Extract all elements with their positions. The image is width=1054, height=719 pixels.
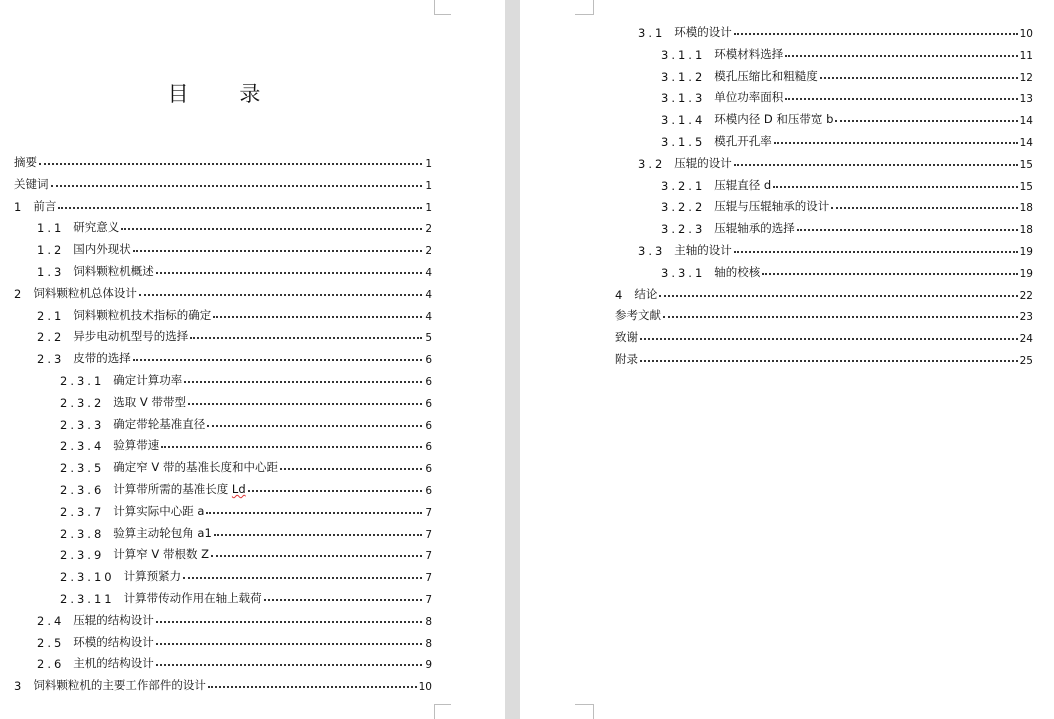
- toc-entry-number: 2.6: [37, 657, 65, 672]
- toc-entry-page-number: 7: [425, 550, 432, 563]
- toc-leader-dots: [663, 316, 1018, 318]
- toc-entry-label: 研究意义: [73, 220, 120, 235]
- toc-leader-dots: [211, 555, 422, 557]
- toc-entry-label: 验算带速: [113, 438, 160, 453]
- toc-entry-label: 压辊与压辊轴承的设计: [714, 199, 830, 214]
- toc-entry-number: 2.3.6: [60, 483, 105, 497]
- toc-entry: [14, 196, 432, 214]
- toc-entry-label: 结论: [634, 286, 658, 301]
- toc-leader-dots: [762, 273, 1017, 275]
- toc-entry-label: 压辊的设计: [674, 155, 732, 170]
- toc-entry-label: 饲料颗粒机总体设计: [33, 285, 137, 300]
- toc-entry-number: 1.2: [37, 243, 65, 258]
- toc-entry-label: 摘要: [14, 155, 37, 169]
- toc-entry-page-number: 18: [1019, 224, 1033, 237]
- toc-entry-page-number: 1: [425, 179, 432, 192]
- toc-entry: [14, 283, 432, 301]
- toc-entry-label: 环模的设计: [674, 25, 732, 39]
- toc-entry-number: 2.3.8: [60, 526, 105, 541]
- toc-entry-page-number: 18: [1019, 202, 1033, 215]
- toc-leader-dots: [39, 163, 422, 165]
- toc-entry-page-number: 5: [425, 332, 432, 345]
- toc-entry: [661, 44, 1033, 62]
- toc-entry: [37, 653, 432, 671]
- page-gap: [505, 0, 520, 719]
- toc-leader-dots: [133, 359, 422, 361]
- toc-entry-page-number: 11: [1019, 49, 1033, 62]
- toc-entry-page-number: 4: [425, 267, 432, 279]
- toc-entry-number: 3.2.2: [661, 200, 706, 215]
- toc-leader-dots: [51, 185, 423, 187]
- toc-entry-number: 2.3.4: [60, 439, 105, 454]
- toc-entry-label: 确定带轮基准直径: [113, 416, 206, 431]
- toc-entry-page-number: 19: [1019, 267, 1033, 280]
- toc-entry: [615, 284, 1033, 302]
- toc-leader-dots: [835, 120, 1017, 122]
- toc-entry: [14, 152, 432, 170]
- toc-entry-page-number: 6: [425, 397, 432, 410]
- toc-entry-page-number: 24: [1019, 333, 1033, 346]
- toc-leader-dots: [831, 207, 1017, 209]
- toc-entry-page-number: 15: [1019, 180, 1033, 193]
- toc-entry: [60, 457, 432, 475]
- toc-entry: [638, 240, 1033, 258]
- toc-leader-dots: [773, 186, 1017, 188]
- toc-leader-dots: [785, 55, 1017, 57]
- document-page-left: [0, 0, 505, 719]
- toc-leader-dots: [659, 295, 1017, 297]
- toc-title: 目 录: [167, 82, 283, 106]
- toc-entry-label: 主轴的设计: [674, 243, 732, 257]
- toc-entry-page-number: 10: [1019, 28, 1033, 40]
- toc-leader-dots: [156, 621, 422, 623]
- toc-entry: [60, 566, 432, 584]
- toc-entry-number: 2.3.11: [60, 592, 115, 606]
- toc-entry-number: 2.1: [37, 308, 65, 323]
- toc-entry: [60, 414, 432, 432]
- toc-leader-dots: [183, 577, 422, 579]
- toc-entry-label: 计算带传动作用在轴上载荷: [123, 591, 262, 605]
- toc-entry: [661, 87, 1033, 105]
- toc-entry: [60, 501, 432, 519]
- toc-entry: [615, 349, 1033, 367]
- toc-entry-page-number: 6: [425, 485, 432, 497]
- toc-entry-number: 3.1.3: [661, 91, 706, 106]
- toc-entry-label: 国内外现状: [73, 242, 131, 257]
- toc-entry: [661, 218, 1033, 236]
- toc-entry-number: 3.2.1: [661, 178, 706, 193]
- toc-leader-dots: [820, 77, 1018, 79]
- toc-entry: [37, 239, 432, 257]
- toc-entry-page-number: 13: [1019, 93, 1033, 106]
- toc-leader-dots: [206, 512, 422, 514]
- toc-entry-number: 3.1.1: [661, 47, 706, 62]
- toc-entry-label: 前言: [33, 198, 57, 213]
- toc-entry-label: 压辊轴承的选择: [714, 221, 795, 236]
- toc-leader-dots: [156, 664, 422, 666]
- toc-entry-page-number: 14: [1019, 137, 1033, 149]
- toc-entry-label: 皮带的选择: [73, 351, 131, 366]
- toc-entry: [37, 348, 432, 366]
- toc-entry-number: 1: [14, 199, 25, 214]
- toc-entry-page-number: 9: [425, 659, 432, 672]
- toc-entry-label: 环模材料选择: [714, 46, 784, 61]
- toc-entry-number: 3.1.2: [661, 69, 706, 84]
- toc-leader-dots: [640, 338, 1018, 340]
- toc-entry-number: 2.3.5: [60, 461, 105, 476]
- toc-entry: [14, 174, 432, 192]
- toc-entry-number: 1.3: [37, 265, 65, 279]
- toc-entry: [60, 392, 432, 410]
- toc-entry-label: 参考文献: [615, 308, 661, 323]
- toc-entry-label: 选取 V 带带型: [113, 394, 186, 409]
- toc-leader-dots: [161, 446, 422, 448]
- toc-entry-label: 饲料颗粒机技术指标的确定: [73, 307, 212, 322]
- toc-entry-page-number: 2: [425, 245, 432, 258]
- toc-entry-label: 环模内径 D 和压带宽 b: [714, 112, 834, 127]
- toc-entry: [60, 479, 432, 497]
- toc-entry: [37, 305, 432, 323]
- toc-leader-dots: [785, 98, 1017, 100]
- toc-leader-dots: [190, 337, 422, 339]
- toc-entry-page-number: 6: [425, 441, 432, 454]
- toc-entry-page-number: 4: [425, 310, 432, 323]
- toc-entry-page-number: 7: [425, 506, 432, 519]
- toc-entry-page-number: 8: [425, 637, 432, 650]
- toc-leader-dots: [208, 686, 417, 688]
- toc-entry: [638, 153, 1033, 171]
- toc-leader-dots: [734, 251, 1018, 253]
- toc-entry-page-number: 6: [425, 419, 432, 432]
- toc-entry-page-number: 8: [425, 615, 432, 628]
- toc-entry-label: 环模的结构设计: [73, 634, 154, 649]
- toc-entry-number: 2: [14, 286, 25, 301]
- toc-entry-label: 模孔压缩比和粗糙度: [714, 68, 818, 83]
- toc-leader-dots: [184, 381, 422, 383]
- toc-entry: [661, 66, 1033, 84]
- toc-entry-number: 2.3.7: [60, 504, 105, 519]
- toc-entry-number: 2.2: [37, 330, 65, 345]
- toc-entry-label: 附录: [615, 352, 638, 366]
- toc-entry-label: 计算预紧力: [123, 569, 182, 584]
- toc-entry: [661, 262, 1033, 280]
- page-corner-mark: [434, 704, 451, 719]
- toc-leader-dots: [133, 250, 422, 252]
- toc-entry: [60, 523, 432, 541]
- toc-leader-dots: [121, 228, 422, 230]
- toc-entry-number: 3.1: [638, 26, 666, 40]
- toc-entry: [37, 261, 432, 279]
- page-corner-mark: [434, 0, 451, 15]
- toc-entry-page-number: 15: [1019, 158, 1033, 171]
- toc-entry: [37, 217, 432, 235]
- toc-entry-page-number: 14: [1019, 115, 1033, 128]
- toc-entry-label: 压辊的结构设计: [73, 612, 154, 627]
- toc-entry: [615, 305, 1033, 323]
- toc-entry-label: 计算窄 V 带根数 Z: [113, 547, 209, 562]
- toc-entry-label: 验算主动轮包角 a1: [113, 525, 212, 540]
- toc-entry-page-number: 2: [425, 223, 432, 236]
- page-corner-mark: [575, 0, 594, 15]
- toc-leader-dots: [58, 207, 422, 209]
- toc-entry-label: 模孔开孔率: [714, 134, 772, 148]
- toc-entry-number: 3.2.3: [661, 222, 706, 237]
- toc-entry: [37, 326, 432, 344]
- toc-entry: [638, 22, 1033, 40]
- toc-entry-number: 2.3: [37, 352, 65, 367]
- toc-leader-dots: [188, 403, 422, 405]
- toc-entry: [661, 196, 1033, 214]
- toc-entry-page-number: 6: [425, 376, 432, 388]
- toc-entry-page-number: 7: [425, 572, 432, 585]
- toc-leader-dots: [797, 229, 1018, 231]
- toc-leader-dots: [248, 490, 422, 492]
- toc-leader-dots: [640, 360, 1018, 362]
- toc-leader-dots: [280, 468, 422, 470]
- toc-entry-label: 确定窄 V 带的基准长度和中心距: [113, 460, 278, 475]
- toc-entry-number: 3.2: [638, 156, 666, 171]
- toc-entry-label: 饲料颗粒机概述: [73, 264, 154, 278]
- toc-entry-page-number: 10: [418, 681, 432, 694]
- toc-entry-number: 2.3.2: [60, 395, 105, 410]
- toc-leader-dots: [139, 294, 422, 296]
- toc-leader-dots: [214, 534, 422, 536]
- toc-entry-number: 2.3.9: [60, 548, 105, 563]
- toc-entry-number: 3.3: [638, 244, 666, 258]
- toc-entry-number: 2.3.3: [60, 417, 105, 432]
- toc-entry: [661, 131, 1033, 149]
- toc-entry-number: 2.3.10: [60, 570, 115, 585]
- toc-leader-dots: [734, 33, 1018, 35]
- toc-entry-page-number: 22: [1019, 289, 1033, 302]
- toc-entry-label: 致谢: [615, 330, 638, 345]
- toc-entry-page-number: 7: [425, 528, 432, 541]
- toc-entry-number: 3.3.1: [661, 265, 706, 280]
- toc-entry-number: 2.5: [37, 635, 65, 650]
- toc-leader-dots: [207, 425, 422, 427]
- toc-entry-page-number: 19: [1019, 246, 1033, 258]
- toc-entry: [615, 327, 1033, 345]
- toc-entry-label: 计算带所需的基准长度 Ld: [113, 482, 246, 496]
- toc-entry-page-number: 1: [425, 158, 432, 170]
- toc-entry-page-number: 25: [1019, 355, 1033, 367]
- toc-entry-page-number: 23: [1019, 311, 1033, 324]
- toc-entry-page-number: 6: [425, 463, 432, 476]
- toc-entry-label: 主机的结构设计: [73, 656, 154, 671]
- toc-leader-dots: [264, 599, 422, 601]
- toc-entry-label: 轴的校核: [714, 264, 761, 279]
- toc-entry-number: 2.3.1: [60, 374, 105, 388]
- toc-entry-page-number: 12: [1019, 71, 1033, 84]
- toc-entry: [661, 175, 1033, 193]
- toc-entry-page-number: 7: [425, 594, 432, 606]
- toc-entry-page-number: 4: [425, 288, 432, 301]
- toc-entry: [37, 632, 432, 650]
- toc-entry: [60, 370, 432, 388]
- document-page-right: [520, 0, 1054, 719]
- page-corner-mark: [575, 704, 594, 719]
- toc-entry-label: 压辊直径 d: [714, 177, 772, 192]
- toc-entry-page-number: 1: [425, 201, 432, 214]
- toc-entry: [661, 109, 1033, 127]
- toc-entry-label: 饲料颗粒机的主要工作部件的设计: [33, 678, 206, 693]
- toc-entry-number: 3.1.4: [661, 113, 706, 128]
- toc-entry: [60, 544, 432, 562]
- toc-leader-dots: [774, 142, 1018, 144]
- toc-entry-number: 4: [615, 287, 626, 302]
- toc-leader-dots: [213, 316, 422, 318]
- toc-entry-number: 3: [14, 679, 25, 694]
- toc-leader-dots: [156, 643, 422, 645]
- toc-entry-label: 单位功率面积: [714, 90, 784, 105]
- toc-leader-dots: [156, 272, 422, 274]
- toc-entry-page-number: 6: [425, 354, 432, 367]
- toc-leader-dots: [734, 164, 1018, 166]
- toc-entry: [14, 675, 432, 693]
- toc-entry-label: 计算实际中心距 a: [113, 503, 205, 518]
- toc-entry: [60, 588, 432, 606]
- toc-entry-label: 关键词: [14, 176, 49, 191]
- toc-entry: [37, 610, 432, 628]
- toc-entry-number: 2.4: [37, 613, 65, 628]
- toc-entry: [60, 435, 432, 453]
- toc-entry-label: 异步电动机型号的选择: [73, 329, 189, 344]
- toc-entry-label: 确定计算功率: [113, 373, 183, 387]
- toc-entry-number: 3.1.5: [661, 135, 706, 149]
- toc-entry-number: 1.1: [37, 221, 65, 236]
